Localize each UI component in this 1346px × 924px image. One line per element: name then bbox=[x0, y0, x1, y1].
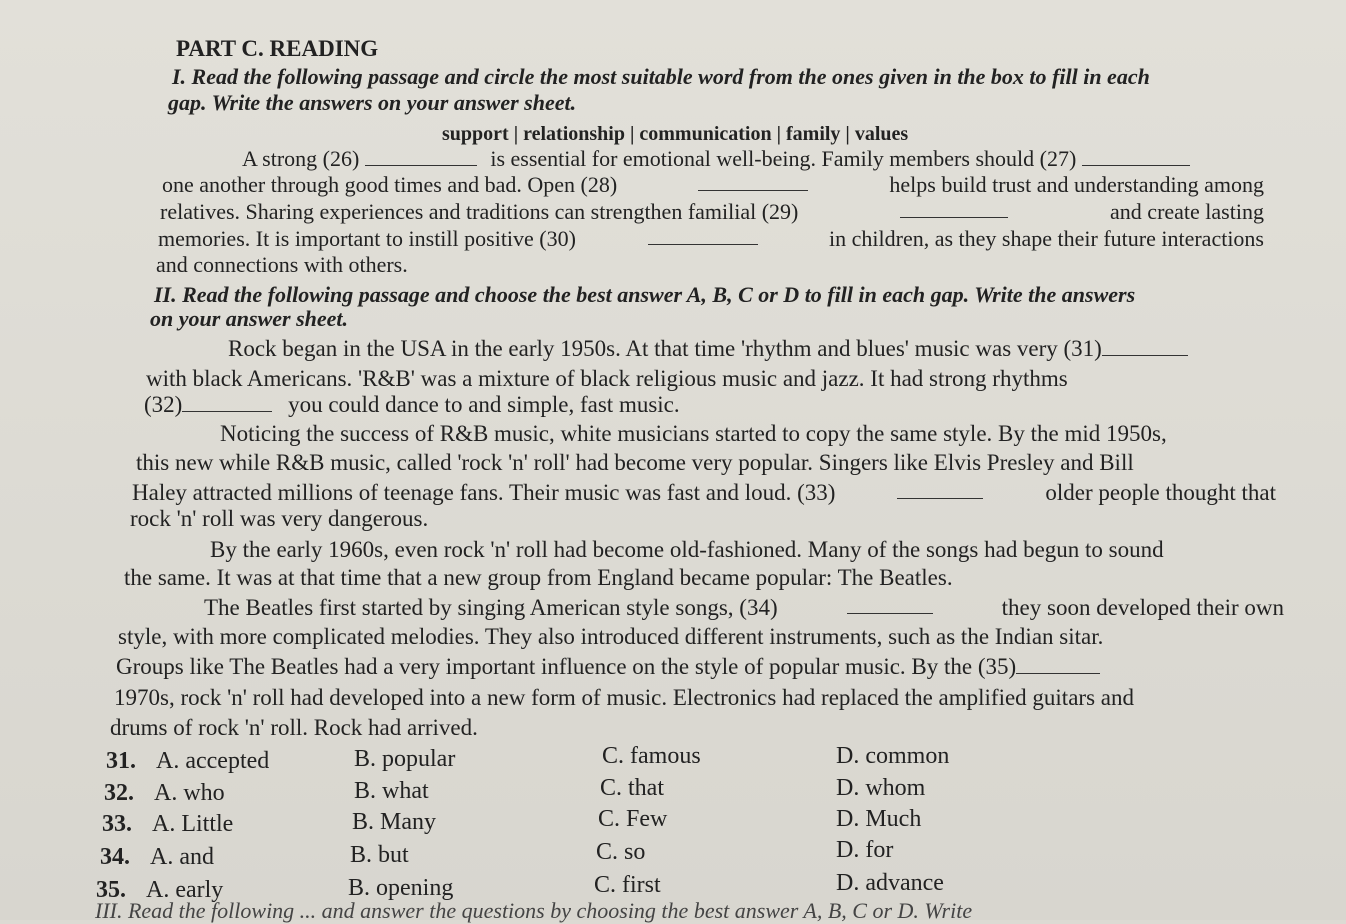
q35-option-b[interactable]: B. opening bbox=[348, 875, 454, 901]
s2-line-10-a: The Beatles first started by singing American style songs, (34) bbox=[204, 595, 778, 620]
s2-line-2 bbox=[146, 366, 1270, 392]
s1-line-4 bbox=[158, 226, 1264, 252]
gap-26 bbox=[365, 147, 477, 166]
q31-option-d[interactable]: D. common bbox=[836, 743, 950, 769]
q33-option-d[interactable]: D. Much bbox=[836, 806, 922, 832]
gap-27 bbox=[1082, 147, 1190, 166]
s2-line-14: drums of rock 'n' roll. Rock had arrived. bbox=[110, 715, 478, 740]
section1-instruction-1: I. Read the following passage and circle the most suitable word from the ones given in the box to fill in each bbox=[172, 64, 1150, 89]
gap-32 bbox=[182, 393, 272, 412]
s2-line-11: style, with more complicated melodies. They also introduced different instruments, such as the Indian sitar. bbox=[118, 624, 1104, 649]
s1-line-2-a: one another through good times and bad. Open (28) bbox=[162, 172, 618, 197]
q32-option-c[interactable]: C. that bbox=[600, 775, 664, 801]
s2-line-3-b: you could dance to and simple, fast music. bbox=[288, 392, 680, 417]
s2-line-8: By the early 1960s, even rock 'n' roll had become old-fashioned. Many of the songs had begun to sound bbox=[210, 537, 1164, 562]
s2-line-13: 1970s, rock 'n' roll had developed into a new form of music. Electronics had replaced the amplified guitars and bbox=[114, 685, 1134, 710]
s2-line-12-text: Groups like The Beatles had a very important influence on the style of popular music. By the (35) bbox=[116, 654, 1017, 679]
q35-option-a[interactable]: A. early bbox=[146, 877, 224, 903]
q31-number: 31. bbox=[106, 748, 136, 774]
s2-line-2-text: with black Americans. 'R&B' was a mixture of black religious music and jazz. It had strong rhythms bbox=[146, 366, 1068, 391]
q34-option-a[interactable]: A. and bbox=[150, 844, 214, 870]
s2-line-6 bbox=[132, 480, 1276, 506]
s1-line-1 bbox=[242, 146, 1264, 172]
q34-option-c[interactable]: C. so bbox=[596, 839, 646, 865]
q34-option-d[interactable]: D. for bbox=[836, 837, 894, 863]
part-title: PART C. READING bbox=[176, 36, 379, 61]
q32-number: 32. bbox=[104, 780, 134, 806]
gap-30 bbox=[648, 226, 758, 245]
s1-line-3-b: and create lasting bbox=[1110, 199, 1264, 224]
s2-line-10 bbox=[204, 595, 1284, 621]
s2-line-5: this new while R&B music, called 'rock 'n' roll' had become very popular. Singers like Elvis Presley and Bill bbox=[136, 450, 1134, 475]
q35-number: 35. bbox=[96, 877, 126, 903]
word-box: support | relationship | communication | family | values bbox=[442, 123, 909, 145]
q33-option-a[interactable]: A. Little bbox=[152, 811, 234, 837]
q31-option-a[interactable]: A. accepted bbox=[156, 748, 270, 774]
s1-line-1-a: A strong (26) bbox=[242, 146, 360, 171]
q32-option-a[interactable]: A. who bbox=[154, 780, 225, 806]
s1-line-4-b: in children, as they shape their future interactions bbox=[829, 226, 1264, 251]
s2-line-7: rock 'n' roll was very dangerous. bbox=[130, 506, 429, 531]
s1-line-1-b: is essential for emotional well-being. Family members should (27) bbox=[490, 146, 1077, 171]
s2-line-9: the same. It was at that time that a new group from England became popular: The Beatles. bbox=[124, 565, 953, 590]
q35-option-d[interactable]: D. advance bbox=[836, 870, 944, 896]
q32-option-d[interactable]: D. whom bbox=[836, 775, 926, 801]
cut-off-section3-instruction: III. Read the following ... and answer the questions by choosing the best answer A, B, C or D. Write bbox=[95, 898, 973, 923]
q31-option-b[interactable]: B. popular bbox=[354, 746, 456, 772]
q33-option-b[interactable]: B. Many bbox=[352, 809, 436, 835]
gap-31 bbox=[1102, 337, 1188, 356]
s2-line-6-a: Haley attracted millions of teenage fans. Their music was fast and loud. (33) bbox=[132, 480, 836, 505]
q34-number: 34. bbox=[100, 844, 130, 870]
section2-instruction-1: II. Read the following passage and choose the best answer A, B, C or D to fill in each gap. Write the answers bbox=[154, 282, 1136, 307]
q34-option-b[interactable]: B. but bbox=[350, 842, 409, 868]
gap-33 bbox=[897, 480, 983, 499]
section2-instruction-2: on your answer sheet. bbox=[150, 306, 349, 331]
section1-instruction-2: gap. Write the answers on your answer sheet. bbox=[168, 90, 577, 115]
s2-line-4: Noticing the success of R&B music, white musicians started to copy the same style. By the mid 1950s, bbox=[220, 421, 1167, 446]
s1-line-5: and connections with others. bbox=[156, 252, 408, 277]
q33-number: 33. bbox=[102, 811, 132, 837]
q33-option-c[interactable]: C. Few bbox=[598, 806, 668, 832]
s2-line-12 bbox=[116, 654, 1100, 680]
gap-29 bbox=[900, 199, 1008, 218]
s1-line-3-a: relatives. Sharing experiences and traditions can strengthen familial (29) bbox=[160, 199, 799, 224]
gap-35 bbox=[1016, 655, 1100, 674]
s2-line-10-b: they soon developed their own bbox=[1001, 595, 1284, 620]
gap-34 bbox=[847, 595, 933, 614]
q35-option-c[interactable]: C. first bbox=[594, 872, 661, 898]
s2-line-6-b: older people thought that bbox=[1045, 480, 1276, 505]
q31-option-c[interactable]: C. famous bbox=[602, 743, 701, 769]
gap-28 bbox=[698, 172, 808, 191]
s1-line-2-b: helps build trust and understanding among bbox=[889, 172, 1264, 197]
s1-line-4-a: memories. It is important to instill positive (30) bbox=[158, 226, 576, 251]
s2-line-3 bbox=[144, 392, 680, 418]
s2-line-1-text: Rock began in the USA in the early 1950s. At that time 'rhythm and blues' music was very (31) bbox=[228, 336, 1102, 361]
s1-line-2 bbox=[162, 172, 1264, 198]
q32-option-b[interactable]: B. what bbox=[354, 778, 429, 804]
s1-line-3 bbox=[160, 199, 1264, 225]
s2-line-3-a: (32) bbox=[144, 392, 183, 417]
s2-line-1 bbox=[228, 336, 1188, 362]
